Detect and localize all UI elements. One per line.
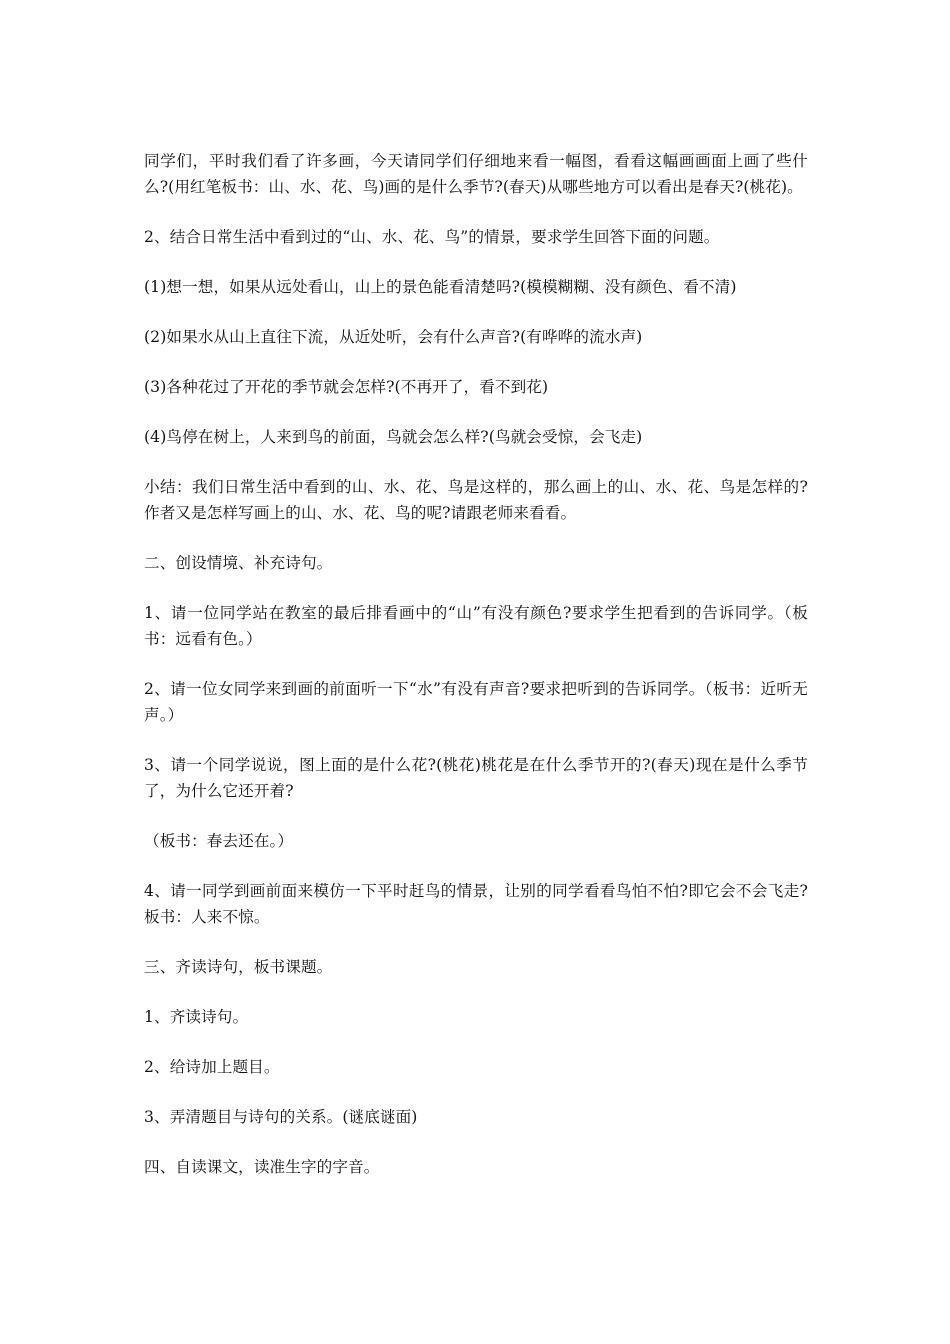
paragraph-question-3: (3)各种花过了开花的季节就会怎样?(不再开了，看不到花) (144, 378, 549, 396)
paragraph-read-3: 3、弄清题目与诗句的关系。(谜底谜面) (144, 1108, 418, 1126)
paragraph-summary: 小结：我们日常生活中看到的山、水、花、鸟是这样的，那么画上的山、水、花、鸟是怎样的?作者又是怎样写画上的山、水、花、鸟的呢?请跟老师来看看。 (144, 478, 808, 522)
paragraph-activity-1: 1、请一位同学站在教室的最后排看画中的“山”有没有颜色?要求学生把看到的告诉同学。（板书：远看有色。） (144, 604, 808, 648)
paragraph-intro: 同学们，平时我们看了许多画，今天请同学们仔细地来看一幅图，看看这幅画画面上画了些什么?(用红笔板书：山、水、花、鸟)画的是什么季节?(春天)从哪些地方可以看出是春天?(桃花)。 (144, 152, 808, 196)
paragraph-read-1: 1、齐读诗句。 (144, 1008, 249, 1026)
paragraph-activity-2: 2、请一位女同学来到画的前面听一下“水”有没有声音?要求把听到的告诉同学。（板书：近听无声。） (144, 680, 808, 724)
document-body (144, 148, 808, 1204)
paragraph-board-note: （板书：春去还在。） (144, 832, 294, 850)
paragraph-question-4: (4)鸟停在树上，人来到鸟的前面，鸟就会怎么样?(鸟就会受惊，会飞走) (144, 428, 643, 446)
paragraph-step-2: 2、结合日常生活中看到过的“山、水、花、鸟”的情景，要求学生回答下面的问题。 (144, 228, 720, 246)
section-heading-2: 二、创设情境、补充诗句。 (144, 554, 333, 572)
paragraph-question-1: (1)想一想，如果从远处看山，山上的景色能看清楚吗?(模模糊糊、没有颜色、看不清) (144, 278, 737, 296)
paragraph-read-2: 2、给诗加上题目。 (144, 1058, 280, 1076)
paragraph-question-2: (2)如果水从山上直往下流，从近处听，会有什么声音?(有哗哗的流水声) (144, 328, 643, 346)
paragraph-activity-4: 4、请一同学到画前面来模仿一下平时赶鸟的情景，让别的同学看看鸟怕不怕?即它会不会飞走?板书：人来不惊。 (144, 882, 808, 926)
paragraph-activity-3: 3、请一个同学说说，图上面的是什么花?(桃花)桃花是在什么季节开的?(春天)现在是什么季节了，为什么它还开着? (144, 756, 808, 800)
section-heading-3: 三、齐读诗句，板书课题。 (144, 958, 333, 976)
section-heading-4: 四、自读课文，读准生字的字音。 (144, 1158, 380, 1176)
